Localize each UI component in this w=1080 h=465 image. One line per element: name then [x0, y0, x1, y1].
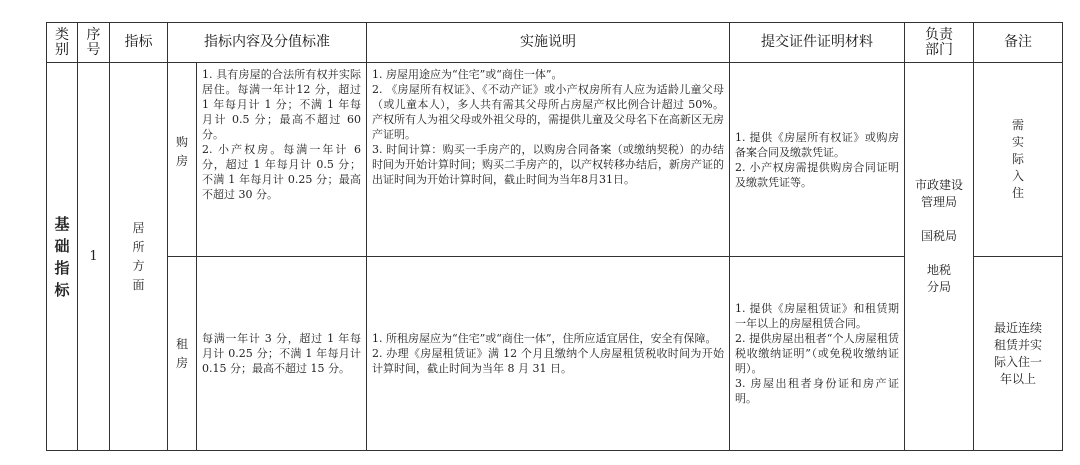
- seq-cell: 1: [78, 63, 110, 451]
- category-cell: 基 础 指 标: [47, 63, 78, 451]
- buy-remark-cell: 需 实 际 入 住: [974, 63, 1063, 257]
- header-department: 负责 部门: [905, 23, 974, 63]
- header-implementation: 实施说明: [367, 23, 730, 63]
- header-remark: 备注: [974, 23, 1063, 63]
- rent-type-label: 租 房: [175, 336, 188, 370]
- policy-table: [46, 22, 1063, 451]
- indicator-cell: 居 所 方 面: [110, 63, 168, 451]
- table-row-buy: [47, 63, 1063, 257]
- rent-type-cell: [168, 257, 197, 451]
- buy-content-line: 2. 小产权房。每满一年计 6 分，超过 1 年每月计 0.5 分；不满 1 年每月计 0.25 分；最高不超过 30 分。: [202, 143, 361, 201]
- buy-implementation-cell: [367, 63, 730, 257]
- header-content: 指标内容及分值标准: [168, 23, 367, 63]
- rent-materials-cell: [730, 257, 905, 451]
- buy-impl-line: 1. 房屋用途应为“住宅”或“商住一体”。: [372, 68, 563, 81]
- buy-material-line: 2. 小产权房需提供购房合同证明及缴款凭证等。: [735, 160, 899, 189]
- department-cell: 市政建设 管理局 国税局 地税 分局: [905, 63, 974, 451]
- buy-material-line: 1. 提供《房屋所有权证》或购房备案合同及缴款凭证。: [735, 130, 899, 159]
- header-indicator: 指标: [110, 23, 168, 63]
- rent-impl-line: 1. 所租房屋应为“住宅”或“商住一体”，住所应适宜居住，安全有保障。: [372, 332, 717, 345]
- rent-content-cell: [197, 257, 367, 451]
- buy-impl-line: 2. 《房屋所有权证》、《不动产证》或小产权房所有人应为适龄儿童父母（或儿童本人），多人共有需其父母所占房屋产权比例合计超过 50%。产权所有人为祖父母或外祖父母的，需提供儿童及父母名下在高新区无房产证明。: [372, 83, 724, 141]
- rent-material-line: 1. 提供《房屋租赁证》和租赁期一年以上的房屋租赁合同。: [735, 302, 899, 330]
- buy-materials-cell: [730, 63, 905, 257]
- buy-content-line: 1. 具有房屋的合法所有权并实际居住。每满一年计12 分，超过 1 年每月计 1 分；不满 1 年每月计 0.5 分；最高不超过 60 分。: [202, 68, 361, 141]
- rent-remark-cell: 最近连续 租赁并实 际入住一 年以上: [974, 257, 1063, 451]
- buy-content-cell: [197, 63, 367, 257]
- buy-type-cell: [168, 63, 197, 257]
- buy-impl-line: 3. 时间计算：购买一手房产的，以购房合同备案（或缴纳契税）的办结时间为开始计算时间；购买二手房产的，以产权转移办结后，新房产证的出证时间为开始计算时间，截止时间为当年8月31日。: [372, 143, 724, 186]
- rent-material-line: 3. 房屋出租者身份证和房产证明。: [735, 377, 899, 405]
- rent-content-line: 每满一年计 3 分，超过 1 年每月计 0.25 分；不满 1 年每月计 0.15 分；最高不超过 15 分。: [202, 332, 361, 375]
- header-row: [47, 23, 1063, 63]
- rent-implementation-cell: [367, 257, 730, 451]
- header-materials: 提交证件证明材料: [730, 23, 905, 63]
- rent-material-line: 2. 提供房屋出租者“个人房屋租赁税收缴纳证明”（或免税收缴纳证明）。: [735, 332, 899, 375]
- buy-type-label: 购 房: [175, 135, 188, 168]
- header-seq: 序 号: [78, 23, 110, 63]
- rent-impl-line: 2. 办理《房屋租赁证》满 12 个月且缴纳个人房屋租赁税收时间为开始计算时间，截止时间为当年 8 月 31 日。: [372, 347, 724, 375]
- header-category: 类 别: [47, 23, 78, 63]
